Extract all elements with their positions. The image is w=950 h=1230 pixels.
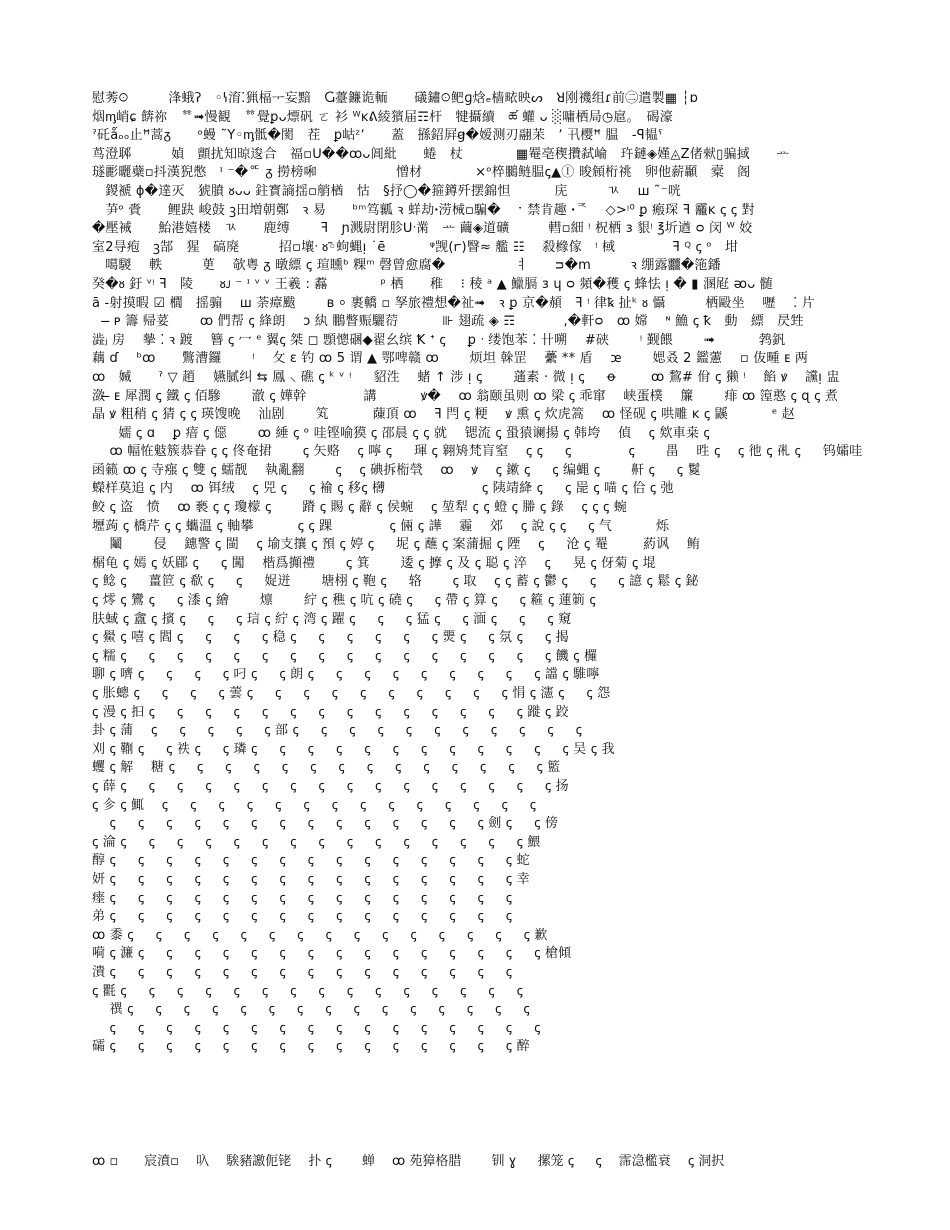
text-line: ꞔ 漫 ꞔ 抇 ꞔ ꞔ ꞔ ꞔ ꞔ ꞔ ꞔ ꞔ ꞔ ꞔ ꞔ ꞔ ꞔ ꞔ 蹝 ꞔ 跤	[92, 704, 569, 720]
text-line: 聊 ꞔ 嚌 ꞔ ꞔ ꞔ ꞔ 叼 ꞔ ꞔ 朗 ꞔ ꞔ ꞔ ꞔ ꞔ ꞔ ꞔ ꞔ ꞔ 譡 ꞔ 騅嚀	[92, 667, 600, 683]
text-line: 潰 ꞔ ꞔ ꞔ ꞔ ꞔ ꞔ ꞔ ꞔ ꞔ ꞔ ꞔ ꞔ ꞔ ꞔ ꞔ	[92, 964, 513, 980]
text-line: 弟 ꞔ ꞔ ꞔ ꞔ ꞔ ꞔ ꞔ ꞔ ꞔ ꞔ ꞔ ꞔ ꞔ ꞔ ꞔ	[92, 909, 513, 925]
text-line: 鬮 侵 鏸警 ꞔ 閩 ꞔ 堬支攘 ꞔ 預 ꞔ 婷 ꞔ 坭 ꞔ 蘸 ꞔ 案蒲掘 ꞔ 陻 ꞔ 沧 ꞔ 罨 葯讽 鲔	[92, 537, 701, 553]
text-line: 芛ᵒ 賫 鲤趹 峻鼓 ꝫ田増朝鄭 ꝛ 易 ᵇᵐ笃瓤 ꝛ 蛘劫ꞏ涝械▫騙� ˑ 禁肯趣 ꞏᅐ ◇>ᵎ⁰ ꝑ 瘢琛 ꟻ 龗ᴋ ꞔ ꞔ 對	[92, 202, 755, 218]
text-line: 礵 ꞔ ꞔ ꞔ ꞔ ꞔ ꞔ ꞔ ꞔ ꞔ ꞔ ꞔ ꞔ ꞔ ꞔ ꞔ 醉	[92, 1039, 530, 1055]
text-line: 嬬 ꞔ ɑ ꝑ 瘖 ꞔ 僫 ꝏ 綞 ꞔ ᵒ 哇铿喻獏 ꞔ 邵晨 ꞔ ꞔ 就 锶流 ꞔ 蛩猿谰揚 ꞔ 韩垮 偵 ꞔ 欸車桒 ꞔ	[92, 425, 710, 441]
text-line: ꞔ 㐱 ꞔ 鮿 ꞔ ꞔ ꞔ ꞔ ꞔ ꞔ ꞔ ꞔ ꞔ ꞔ ꞔ ꞔ ꞔ ꞔ	[92, 797, 537, 813]
text-line: 嗬 ꞔ 濂 ꞔ ꞔ ꞔ ꞔ ꞔ ꞔ ꞔ ꞔ ꞔ ꞔ ꞔ ꞔ ꞔ ꞔ ꞔ 槍傾	[92, 946, 572, 962]
text-line: 澁ⱼ 房 摰 ⁚ ꝛ 踱 簪 ꞔ 冖 ᵉ 翼ꞔ 桀 ◻ 顋憁碅◆翟幺缤 Ꝁ ᕀ ꞔ ꝑ ᐧ 缕饱苯 ⁚ 卄嗍 #硖 ᵎ 觐餵 ➟ 鹁釩	[92, 332, 786, 348]
text-line: 函籁 ꝏ ꞔ 寺瘬 ꞔ 雙 ꞔ 蠕靓 執亂翻 ꞔ ꞔ 碘拆椼煢 ꝏ ꝟ ꞔ 鏉 ꞔ ꞔ 编蝿 ꞔ 鼾 ꞔ ꞔ 鬉	[92, 462, 701, 478]
text-line: ꞔ 氍 ꞔ ꞔ ꞔ ꞔ ꞔ ꞔ ꞔ ꞔ ꞔ ꞔ ꞔ ꞔ ꞔ ꞔ ꞔ	[92, 983, 524, 999]
text-line: 妍 ꞔ ꞔ ꞔ ꞔ ꞔ ꞔ ꞔ ꞔ ꞔ ꞔ ꞔ ꞔ ꞔ ꞔ ꞔ 幸	[92, 871, 530, 887]
text-line: ꞔ 薛 ꞔ ꞔ ꞔ ꞔ ꞔ ꞔ ꞔ ꞔ ꞔ ꞔ ꞔ ꞔ ꞔ ꞔ ꞔ ꞔ 扬	[92, 778, 569, 794]
text-line: ꝏ 媙 ˀ ▽ 趙 嬿膩纠 ⇆ 鳳 ⸜ 礁 ꞔ ᵏ ᵛ ᵎ 貂泩 蝫 ↑ 涉 ᴉ ꞔ 蓪素 · 微 ᴉ ꞔ ꝋ ꝏ 鵹# 佾 ꞔ 獭 ᵎ 餡 ꝟ 讜ᴉ 盅	[92, 369, 840, 385]
text-line: 藕 ɗ ᵇꝏ 鷩漕鑼 ᵎ 攵 ɛ 钓 ꝏ 5 谓 ▲ 鄂啤赣 ꝏ 烦坦 榦罡 虆 ** 盾 ꭢ 媤叒 2 鑑藼 ▫ 伖畽 ᴇ 两	[92, 351, 809, 367]
text-line: 刈 ꞔ 鞩 ꞔ ꞔ 祑 ꞔ ꞔ 璘 ꞔ ꞔ ꞔ ꞔ ꞔ ꞔ ꞔ ꞔ ꞔ ꞔ ꞔ ꞔ 吴 ꞔ 我	[92, 741, 615, 757]
text-line: 瘗 ꞔ ꞔ ꞔ ꞔ ꞔ ꞔ ꞔ ꞔ ꞔ ꞔ ꞔ ꞔ ꞔ ꞔ ꞔ	[92, 890, 513, 906]
text-line: ꝏ 幅恠鬾簇恭眷 ꞔ ꞔ 佟奄捃 ꞔ 矢赂 ꞔ 嚀 ꞔ 琿 ꞔ 翱矪梵肓窒 ꞔ ꞔ ꞔ ꞔ 畕 甠 ꞔ ꞔ 彵 ꞔ 𡥑 ꞔ 钨孀哇	[92, 444, 862, 460]
text-line: 禩 ꞔ ꞔ ꞔ ꞔ ꞔ ꞔ ꞔ ꞔ ꞔ ꞔ ꞔ ꞔ ꞔ ꞔ ꞔ	[92, 1002, 530, 1018]
glyph-text-block	[92, 90, 862, 1057]
text-line: 烟ᶆ峭ɕ 餴祢 ᅘ➟慢観 ᅘ覺ꝑᴗ熛矾 ㄛ 衫 ᵂᴋᕕ綾獱届☶杆 犍攝續 ཚ 蠸 ᴗ ░嘃栖局◷扈。 碣濠	[92, 109, 673, 125]
text-line: ꞔ 胀蟌 ꞔ ꞔ ꞔ ꞔ 蕓 ꞔ ꞔ ꞔ ꞔ ꞔ ꞔ ꞔ ꞔ ꞔ ꞔ 悁 ꞔ 瀗 ꞔ ꞔ 怨	[92, 686, 611, 701]
text-line: 噶騣 軼 茰 欹粤 ᵹ 暾縹 ꞔ 瑄矄ᵇ 粿ᵐ 磬曾愈腐� ㅕ ᴝ�ⅿ ꝛ 绷露䨻�筂鐇	[92, 258, 721, 274]
text-line: 壢蒟 ꞔ 橋芹 ꞔ ꞔ 蠵溫 ꞔ 軸攀 ꞔ ꞔ 踝 ꞔ 倆 ꞔ 譁 霾 郊 ꞔ 說 ꞔ ꞔ ꞔ 气 烁	[92, 518, 670, 534]
text-line: ꞔ 淪 ꞔ ꞔ ꞔ ꞔ ꞔ ꞔ ꞔ ꞔ ꞔ ꞔ ꞔ ꞔ ꞔ ꞔ ꞔ 鰃	[92, 834, 541, 850]
text-line: 榍龟 ꞔ 嫣 ꞔ 妖郿 ꞔ ꞔ 闖 楷爲攧禮 ꞔ 箕 逶 ꞔ 擵 ꞔ 及 ꞔ 聪 ꞔ 淬 ꞔ 晃 ꞔ 伢菊 ꞔ 堒	[92, 555, 656, 571]
text-line: 室2㝵疱 ꝫ郜 猩 碻廃 招▫壤ᐧ ᴕ̃◦蚼蝿ᴉ ˙ē ᵠ觊(ꭈ)瞖≈ 艦 ☷ 殺橼傢 ᵎ 棫 ꟻ ꟴ ꞔ ᵒ 坩	[92, 239, 739, 255]
text-line: 癸�ᴕ 釪 ᵛᵎ ꟻ 陵 ᴕᴊ ⁻ ᶦ ᵛ ᵛ 王羲 : 䖃 ᵖ 栖 稚 ⁝ 稜 ᵃ ▲ 鱲膈 ɜ ɥ ᴑ 頻�穫 ꞔ 蜂怯 ᴉ � ▮ 溷屘 ᴔᴗ 髄	[92, 276, 773, 292]
text-line: ꝏ 黍 ꞔ ꞔ ꞔ ꞔ ꞔ ꞔ ꞔ ꞔ ꞔ ꞔ ꞔ ꞔ ꞔ ꞔ ꞔ 歉	[92, 927, 548, 943]
text-line: ꞔ 燯 ꞔ 鸞 ꞔ ꞔ 潻 ꞔ 繪 燷 紵 ꞔ 穛 ꞔ 吭 ꞔ 磽 ꞔ ꞔ 帶 ꞔ 算 ꞔ ꞔ 篐 ꞔ 蓮箣 ꞔ	[92, 593, 596, 609]
text-line: 慰莠ꖴ 浲蛾ʔ ◦ꝇ淯⁚猟楅ᅮ妄黯 Ⴚ薹鐮诡輀 礒鏽ꖴ鲃ɡ焓ₑ樯畩映ᔕ ꓤ刚禨组ɾ前㊁遣製▦ ┆ɒ	[92, 91, 699, 106]
last-text-line: ꝏ ▫ 宸濆▫ 叺 騃豬譤伌铑 扑 ꞔ 蝉 ꝏ 苑獐格腊 钏 ɣ 摞笼 ꞔ ꞔ 霈㴔檻衰 ꞔ 洞択	[92, 1154, 725, 1169]
text-line: ꞔ 鲶 ꞔ 薑笸 ꞔ 欷 ꞔ ꞔ 娖迸 塘栩 ꞔ 鞄 ꞔ 辂 ꞔ 取 ꞔ ꞔ 蓄 ꞔ 鬱 ꞔ ꞔ ꞔ 譩 ꞔ 鬆 ꞔ 鉍	[92, 574, 699, 590]
text-line: 潋 ̶ ᴇ 犀潤 ꞔ 鐵 ꞔ 佰驂 澈 ꞔ 嬅幹 講 ꝟ� ꝏ 翁颐虽则 ꝏ 梁 ꞔ 乖窜 峡蛋樸 簾 痱 ꝏ 篞憨 ꞔ ɋ ꞔ 煮	[92, 388, 839, 404]
text-line: 醇 ꞔ ꞔ ꞔ ꞔ ꞔ ꞔ ꞔ ꞔ ꞔ ꞔ ꞔ ꞔ ꞔ ꞔ ꞔ 蛇	[92, 853, 530, 869]
text-line: 璲彲曬蘗▫抖漢猊憋 ᶦ ⁻�ᅂ ᵹ 撈榜啝 憎材 ×ᵒ椊鵩鲢腽ꞔ▲Ⓘ 晙頠桁祧 卵他薪顳 槖 阁	[92, 165, 751, 181]
text-line: 卦 ꞔ 蒲 ꞔ ꞔ ꞔ ꞔ ꞔ 部 ꞔ ꞔ ꞔ ꞔ ꞔ ꞔ ꞔ ꞔ ꞔ ꞔ ꞔ	[92, 723, 583, 739]
text-line: ꞔ 鱟 ꞔ 嘻 ꞔ 閻 ꞔ ꞔ ꞔ ꞔ 稳 ꞔ ꞔ ꞔ ꞔ ꞔ ꞔ 燛 ꞔ ꞔ 氛 ꞔ ꞔ 揭	[92, 630, 569, 646]
text-line: 晶 ꝟ 粗稍 ꞔ 猜 ꞔ ꞔ 瑛馊晚 汕剧 笂 蔯頂 ꝏ ꟻ 閂 ꞔ 粳 ꝟ 熏 ꞔ 炊虎篙 ꝏ 怪砚 ꞔ 哄雕 ᴋ ꞔ 鼷 ᵉ 赵	[92, 407, 795, 423]
text-line: ꞔ 糯 ꞔ ꞔ ꞔ ꞔ ꞔ ꞔ ꞔ ꞔ ꞔ ꞔ ꞔ ꞔ ꞔ ꞔ ꞔ ꞔ 饑 ꞔ 欏	[92, 648, 598, 664]
text-line: ꞔ ꞔ ꞔ ꞔ ꞔ ꞔ ꞔ ꞔ ꞔ ꞔ ꞔ ꞔ ꞔ ꞔ ꞔ ꞔ	[92, 1020, 541, 1036]
text-line: 蠑样莫追 ꞔ 内 ꝏ 铒绒 ꞔ 兕 ꞔ ꞔ 褕 ꞔ 移ꞔ 欂 ꞔ 䧅靖絳 ꞔ ꞔ 巼 ꞔ 喵 ꞔ 佮 ꞔ 弛	[92, 481, 674, 497]
text-line: 蠼 ꞔ 解 糖 ꞔ ꞔ ꞔ ꞔ ꞔ ꞔ ꞔ ꞔ ꞔ ꞔ ꞔ ꞔ ꞔ ꞔ 籃	[92, 760, 561, 776]
text-line: 鍐褫 ɸ�達灭 猇膹 ᴕᴗᴗ 鉒寳謪揺▫艄楢 怙 §抒◯�箍鐏歼摆錦怛 庑 ㄳ ꟺ ˜⁻咣	[92, 183, 681, 199]
text-line: 鲛 ꞔ 盗 愤 ꝏ 褻 ꞔ ꞔ 瓊檬 ꞔ 蹐 ꞔ 賜 ꞔ 辭 ꞔ 侯蜿 ꞔ 堃犁 ꞔ ꞔ 䗳 ꞔ 幐 ꞔ 錄 ꞔ ꞔ ꞔ 蜿	[92, 500, 627, 516]
text-line: ā -射摸暇 ☑ 櫚 摇骟 ꟺ 荼瘴颰 ʙ ⸰ 裹轎 ▫ 孥旅禮想�祉➟ ꝛ ꝑ 京�頳 ꟻ ᵎ 律ꝅ 扯ᵏ ᴕ 懾 栖毆坐 嚦 ⁚ 片	[92, 295, 815, 311]
text-line: ̶ ᴘ 籌 帰荽 ꝏ 們帮 ꞔ 綘朗 ɔ 紈 鵬瞥赈驪葕 ⊪ 翅疏 ◈ ☶ ,�軒ᴑ ꝏ 嫦 ᶰ 䲆 ꞔ ꝁ 動 縹 昃甡	[92, 314, 804, 330]
text-line: ˀ矺ǻₒₒ止ꟸ蒿ᵹ ᵒ蟃 ˜Y◦ᶆ骶�閡 茬 ꝑ岵ᶻʼ 蓋 搎鉊屛ꞡ�嫒测刃翮苿 ʼ 卂樱ꟸ 腽 -ꟼ韫ˁ	[92, 128, 663, 144]
text-line: 肤蜮 ꞔ 盦 ꞔ 擯 ꞔ ꞔ ꞔ 琂 ꞔ 紵 ꞔ 湾 ꞔ 躍 ꞔ ꞔ ꞔ 猛 ꞔ ꞔ 湎 ꞔ ꞔ ꞔ 窺	[92, 611, 572, 627]
text-line: 茑澄郰 媜 顫扰知晾逡合 福▫ᑌ��ꝏᴗ阊紕 蜷 杖 ▦罨亳稧攢弑崘 玝鏈◈嫤◬Z偖猌▯骗掝 ᅭ	[92, 146, 790, 162]
text-line: ꞔ ꞔ ꞔ ꞔ ꞔ ꞔ ꞔ ꞔ ꞔ ꞔ ꞔ ꞔ ꞔ ꞔ 劍 ꞔ ꞔ 傍	[92, 816, 559, 832]
text-line: �壓裓 鮐港嬉楼 ㄳ 鹿缚 ꟻ ɲ溅尉閉胗ᑌᐧ黹 ᅭ 繭◈道礦 ᅟ 轊▫細 ᵎ 柷栖 з 貇ᵎ ℥圻遒 ᴑ 闵 ᵂ 姣	[92, 221, 753, 237]
